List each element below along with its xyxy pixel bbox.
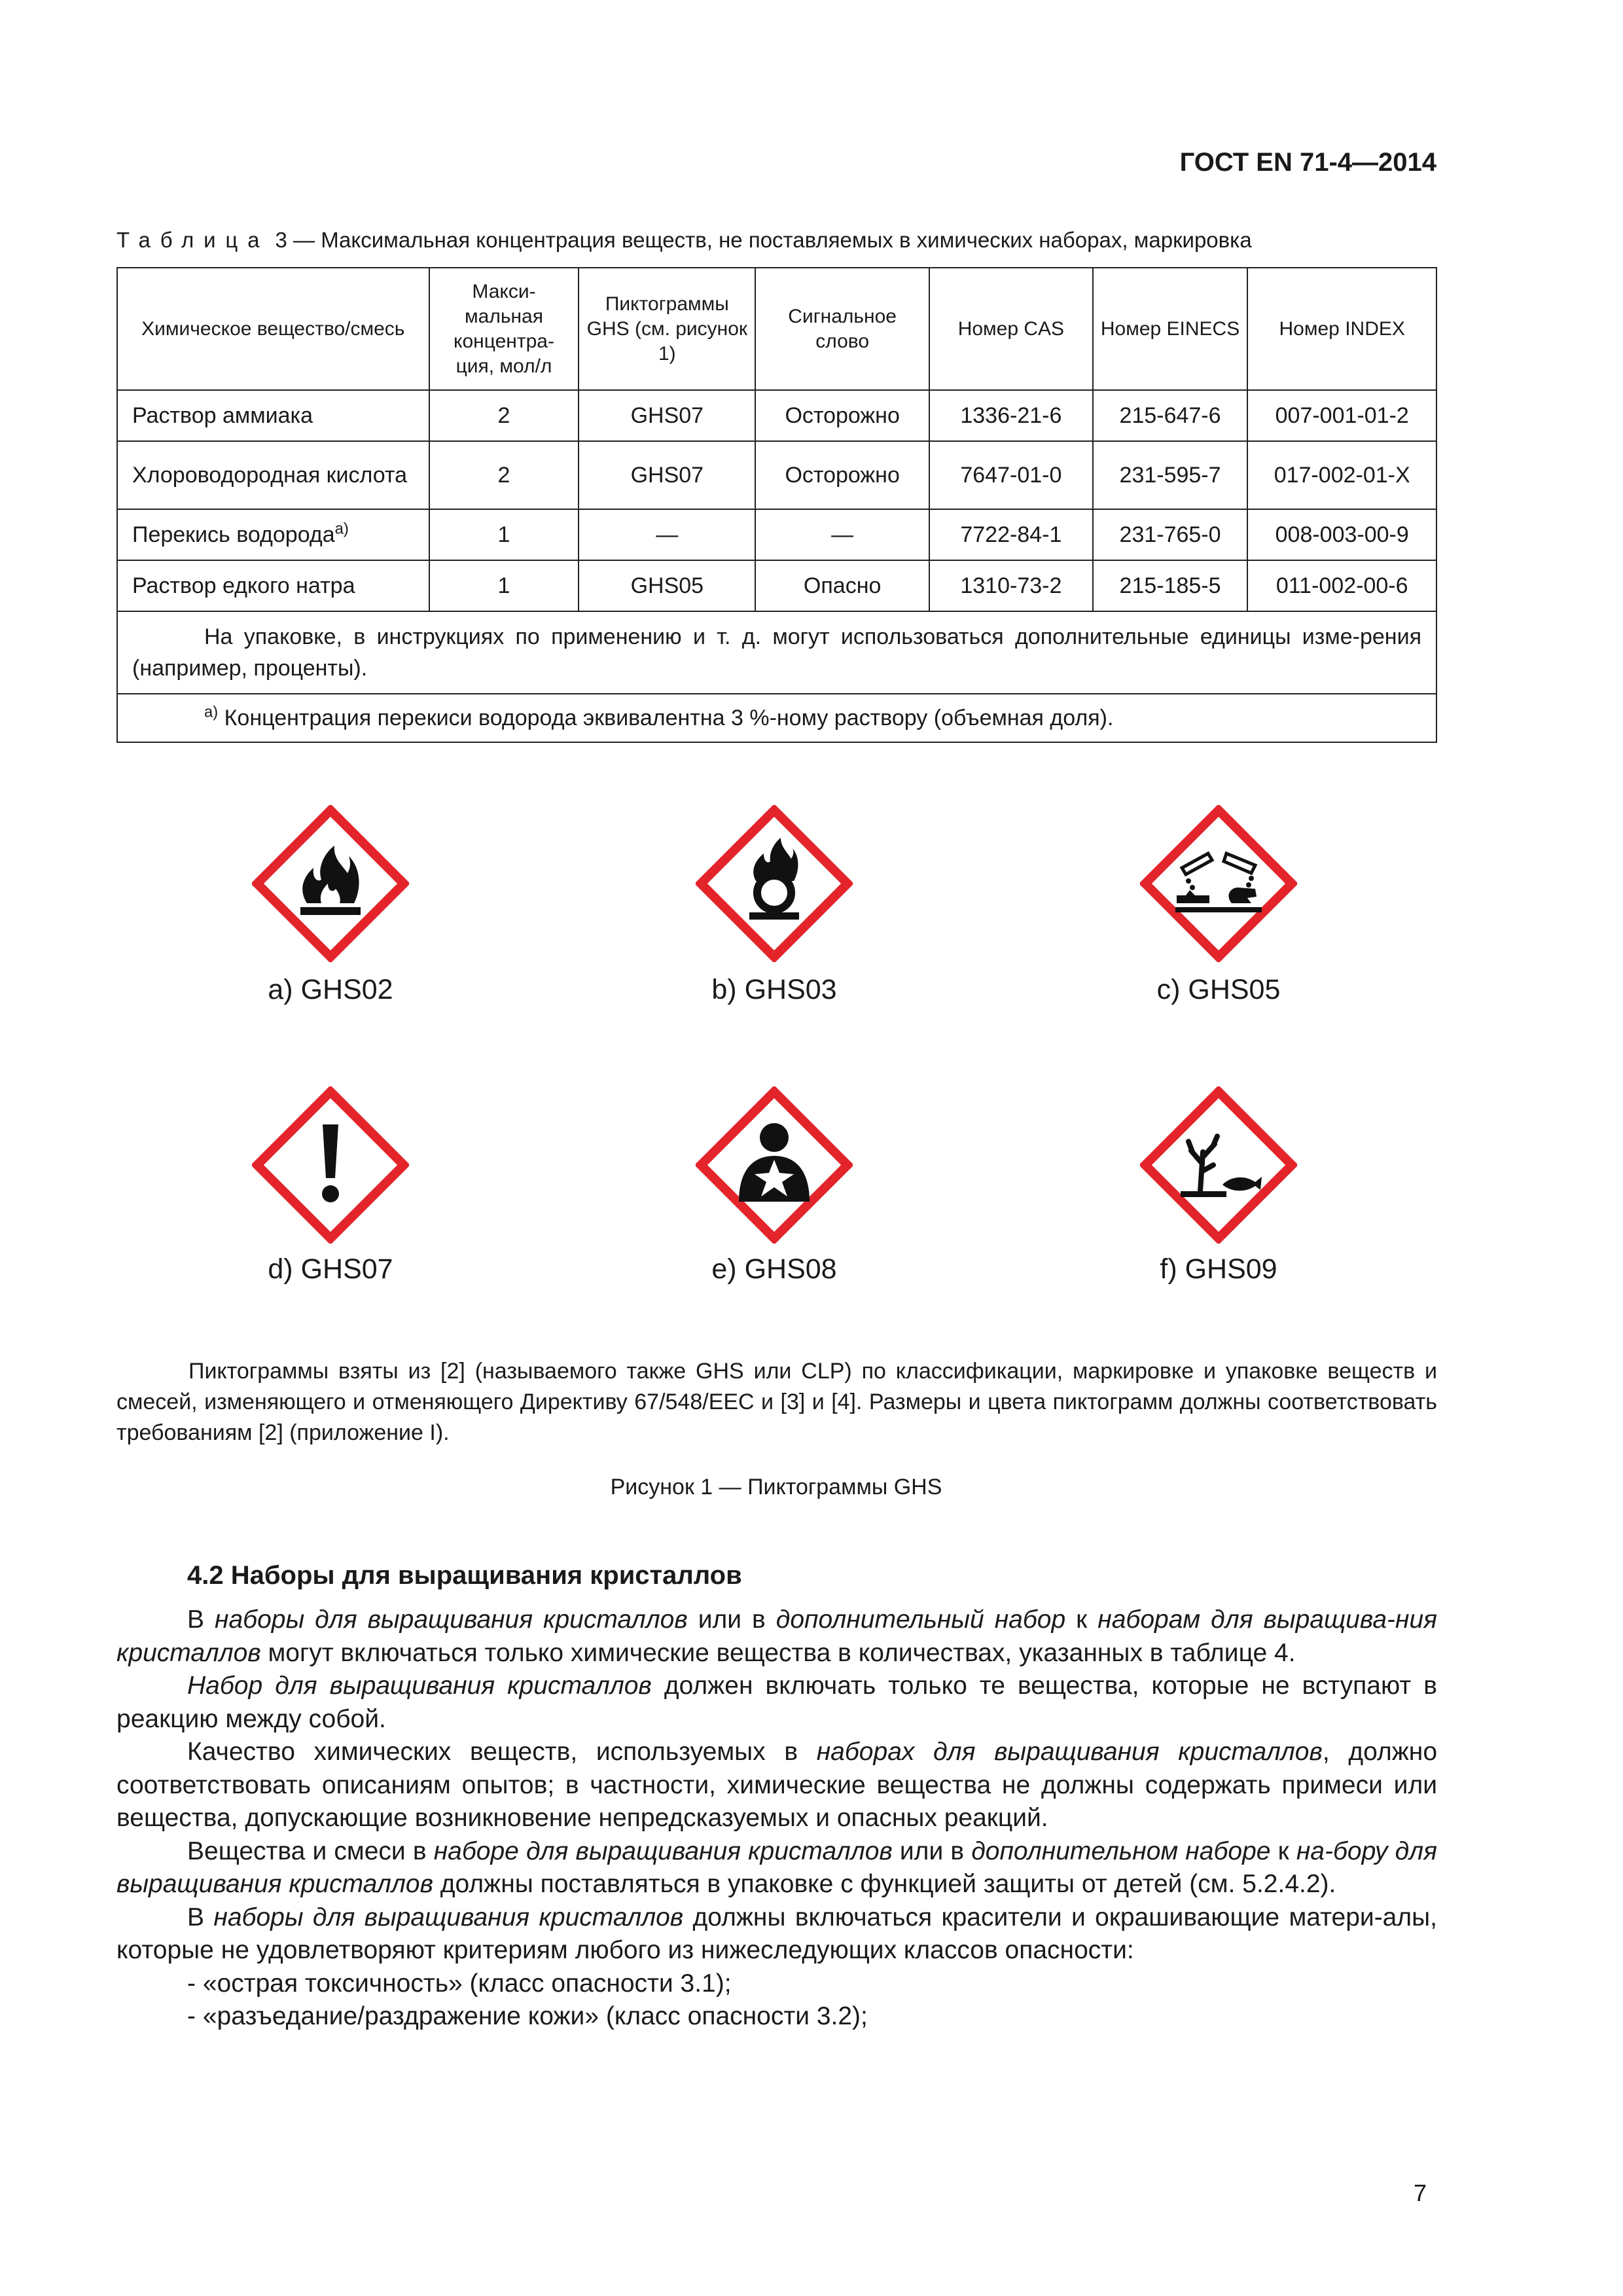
pictogram-label: e) GHS08 <box>711 1253 837 1285</box>
cell-name: Хлороводородная кислота <box>117 441 429 509</box>
text-run: должен включать только те вещества, которые не вступают в реакцию между собой. <box>116 1672 1437 1733</box>
paragraph <box>116 1736 1437 1835</box>
flame-icon <box>252 805 409 962</box>
cell-signal: Осторожно <box>755 390 929 441</box>
table-row <box>117 560 1436 611</box>
table-caption-prefix: Таблица <box>116 228 270 252</box>
term: наборе для выращивания кристаллов <box>433 1837 893 1865</box>
pictogram-label: c) GHS05 <box>1156 974 1281 1005</box>
cell-name: Раствор аммиака <box>117 390 429 441</box>
cell-index: 008-003-00-9 <box>1247 509 1436 560</box>
text-run: должны включаться красители и окрашивающие матери-алы, которые не удовлетворяют критериям любого из нижеследующих классов опасности: <box>116 1903 1437 1964</box>
flame-over-circle-icon <box>696 805 853 962</box>
term: дополнительном наборе <box>971 1837 1271 1865</box>
cell-signal: — <box>755 509 929 560</box>
text-run: должны поставляться в упаковке с функцией защиты от детей (см. 5.2.4.2). <box>433 1870 1336 1898</box>
pictogram-label: a) GHS02 <box>268 974 393 1005</box>
exclamation-icon <box>252 1086 409 1244</box>
pictogram-label: f) GHS09 <box>1160 1253 1277 1285</box>
table-row <box>117 509 1436 560</box>
cell-signal: Опасно <box>755 560 929 611</box>
cell-cas: 1336-21-6 <box>929 390 1093 441</box>
table-note <box>117 611 1436 694</box>
footnote-mark: a) <box>204 703 219 721</box>
health-hazard-icon <box>696 1086 853 1244</box>
cell-einecs: 215-647-6 <box>1093 390 1248 441</box>
table-caption-text: 3 — Максимальная концентрация веществ, не поставляемых в химических наборах, маркировка <box>269 228 1252 252</box>
cell-conc: 1 <box>429 560 579 611</box>
table-footnote-row <box>117 694 1436 742</box>
environment-icon <box>1140 1086 1297 1244</box>
text-run: к <box>1270 1837 1296 1865</box>
text-run: могут включаться только химические вещества в количествах, указанных в таблице 4. <box>260 1638 1296 1667</box>
header-substance: Химическое вещество/смесь <box>117 268 429 390</box>
cell-einecs: 215-185-5 <box>1093 560 1248 611</box>
text-run: или в <box>687 1605 776 1634</box>
substances-table <box>116 267 1437 743</box>
cell-ghs: GHS07 <box>579 390 755 441</box>
figure-caption: Рисунок 1 — Пиктограммы GHS <box>610 1475 942 1499</box>
footnote-ref: a) <box>334 520 349 538</box>
text-run: , должно соответствовать описаниям опытов; в частности, химические вещества не должны содержать примеси или вещества, допускающие возникновение непредсказуемых и опасных реакций. <box>116 1738 1438 1832</box>
term: наборы для выращивания кристаллов <box>213 1903 684 1931</box>
cell-name: Раствор едкого натра <box>117 560 429 611</box>
cell-index: 011-002-00-6 <box>1247 560 1436 611</box>
text-run: В <box>187 1903 214 1931</box>
cell-conc: 1 <box>429 509 579 560</box>
cell-cas: 1310-73-2 <box>929 560 1093 611</box>
header-einecs: Номер EINECS <box>1093 268 1248 390</box>
cell-einecs: 231-765-0 <box>1093 509 1248 560</box>
table-row <box>117 441 1436 509</box>
cell-cas: 7647-01-0 <box>929 441 1093 509</box>
cell-ghs: GHS05 <box>579 560 755 611</box>
cell-index: 007-001-01-2 <box>1247 390 1436 441</box>
pictogram-label: d) GHS07 <box>268 1253 393 1285</box>
table-footnote <box>117 694 1436 742</box>
text-run: В <box>187 1605 215 1634</box>
term: Набор для выращивания кристаллов <box>187 1672 652 1700</box>
table-caption <box>116 228 1252 253</box>
text-run: Качество химических веществ, используемых в <box>187 1738 817 1766</box>
header-signal-word: Сигнальное слово <box>755 268 929 390</box>
cell-ghs: GHS07 <box>579 441 755 509</box>
header-cas: Номер CAS <box>929 268 1093 390</box>
cell-conc: 2 <box>429 390 579 441</box>
figure-note <box>116 1356 1437 1448</box>
paragraph <box>116 1670 1437 1736</box>
header-concentration: Макси-мальная концентра-ция, мол/л <box>429 268 579 390</box>
section-title: 4.2 Наборы для выращивания кристаллов <box>187 1561 742 1590</box>
cell-name <box>117 509 429 560</box>
table-note-row <box>117 611 1436 694</box>
list-item: - «острая токсичность» (класс опасности 3.1); <box>187 1969 732 1998</box>
section-body <box>116 1604 1437 2034</box>
header-index: Номер INDEX <box>1247 268 1436 390</box>
paragraph <box>116 1835 1437 1901</box>
pictogram-label: b) GHS03 <box>711 974 837 1005</box>
page-number: 7 <box>1414 2179 1427 2206</box>
cell-einecs: 231-595-7 <box>1093 441 1248 509</box>
figure-note-text: Пиктограммы взяты из [2] (называемого также GHS или CLP) по классификации, маркировке и упаковке веществ и смесей, изменяющего и отменяющего Директиву 67/548/ЕЕС и [3] и [4]. Размеры и цвета пиктограмм должны соответствовать требованиям [2] (приложение I). <box>116 1359 1437 1445</box>
cell-ghs: — <box>579 509 755 560</box>
term: на-бору для выращивания кристаллов <box>116 1837 1437 1898</box>
list-item: - «разъедание/раздражение кожи» (класс опасности 3.2); <box>187 2002 868 2030</box>
table-row <box>117 390 1436 441</box>
footnote-text: Концентрация перекиси водорода эквивалентна 3 %-ному раствору (объемная доля). <box>218 705 1114 730</box>
term: наборам для выращива-ния кристаллов <box>116 1605 1438 1667</box>
cell-name-text: Перекись водорода <box>132 522 335 547</box>
term: наборы для выращивания кристаллов <box>215 1605 688 1634</box>
document-number: ГОСТ EN 71-4—2014 <box>1179 148 1436 177</box>
corrosion-icon <box>1140 805 1297 962</box>
paragraph <box>116 1901 1437 1967</box>
text-run: к <box>1065 1605 1098 1634</box>
text-run: Вещества и смеси в <box>187 1837 434 1865</box>
term: наборах для выращивания кристаллов <box>816 1738 1323 1766</box>
cell-cas: 7722-84-1 <box>929 509 1093 560</box>
cell-index: 017-002-01-X <box>1247 441 1436 509</box>
text-run: или в <box>892 1837 972 1865</box>
paragraph <box>116 1604 1437 1670</box>
term: дополнительный набор <box>776 1605 1066 1634</box>
table-note-text: На упаковке, в инструкциях по применению и т. д. могут использоваться дополнительные единицы изме-рения (например, проценты). <box>132 624 1421 681</box>
cell-conc: 2 <box>429 441 579 509</box>
cell-signal: Осторожно <box>755 441 929 509</box>
header-ghs: Пиктограммы GHS (см. рисунок 1) <box>579 268 755 390</box>
table-header-row <box>117 268 1436 390</box>
